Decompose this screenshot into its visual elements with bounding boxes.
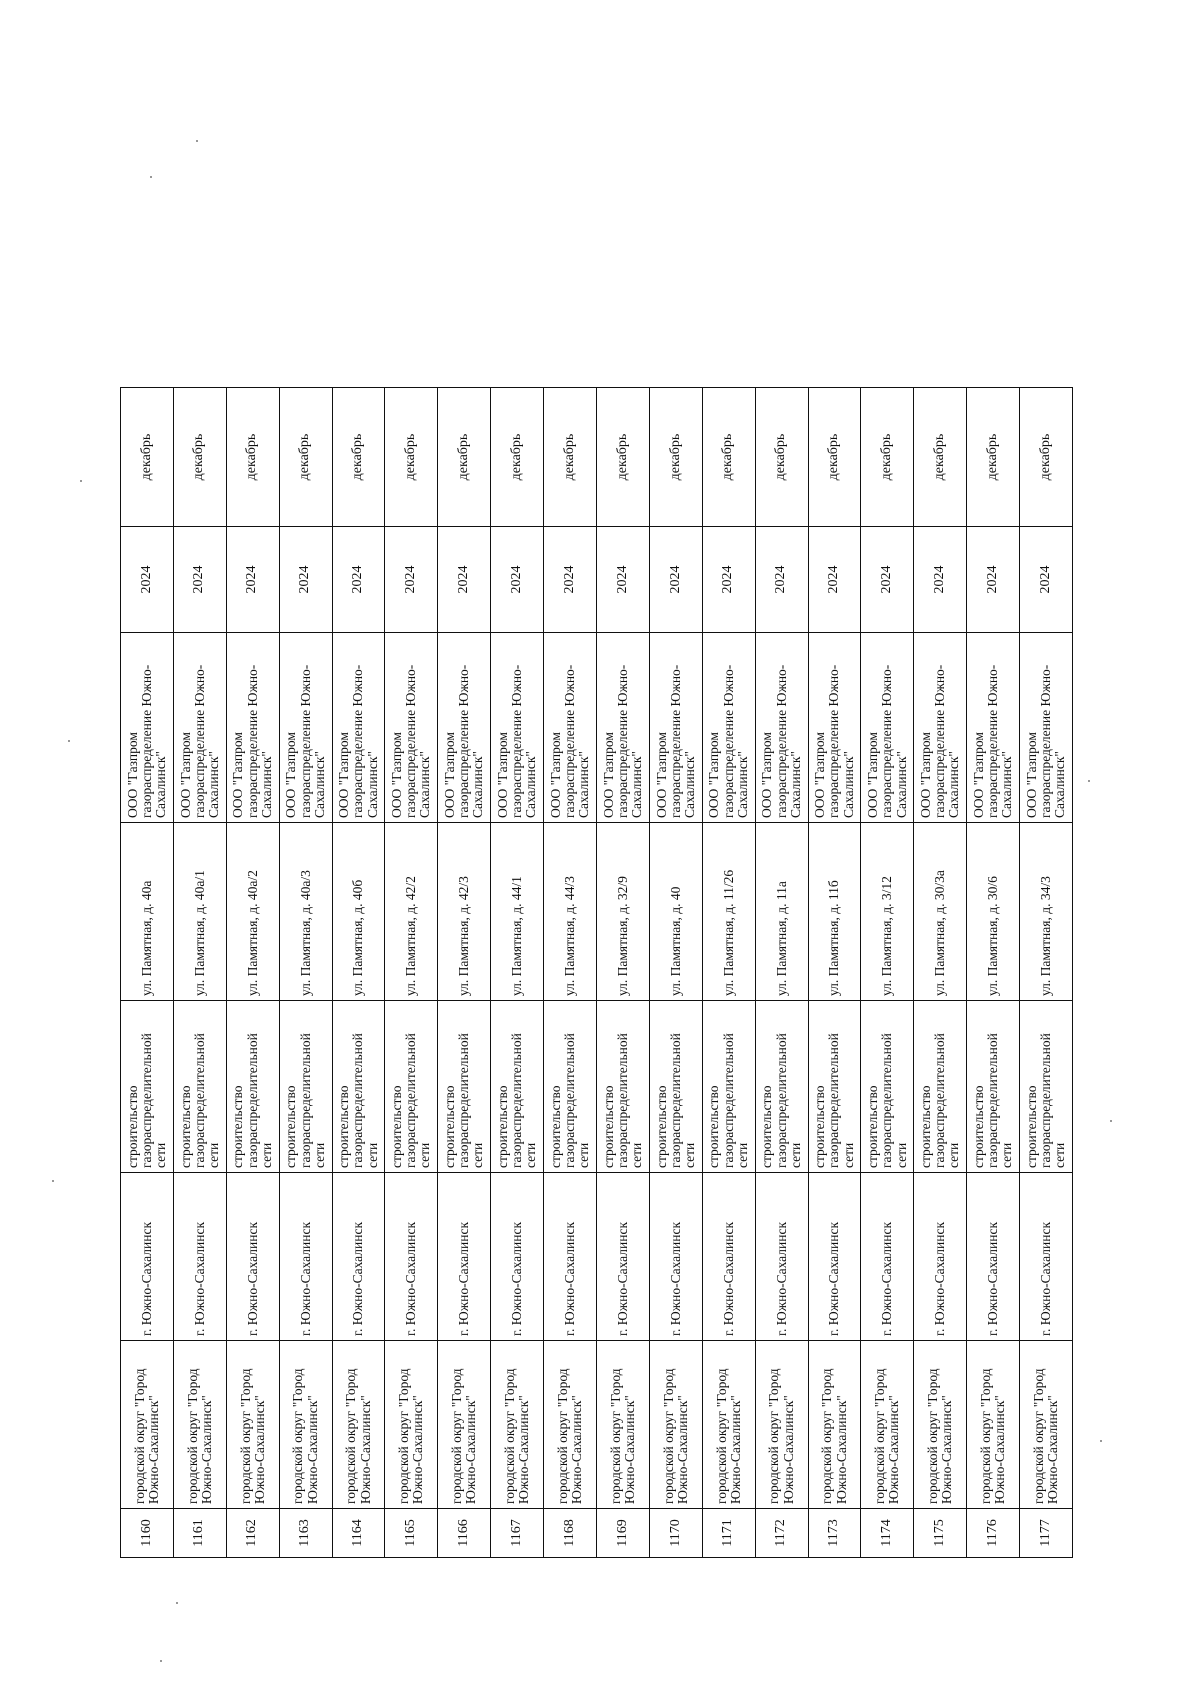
row-number: 1161: [173, 1509, 226, 1558]
municipality-cell: городской округ "Город Южно-Сахалинск": [544, 1341, 597, 1509]
locality-cell: г. Южно-Сахалинск: [332, 1173, 385, 1341]
month-cell: декабрь: [226, 388, 279, 527]
address-cell: ул. Памятная, д. 40: [649, 823, 702, 1001]
table-row: [279, 388, 332, 1558]
table-row: [597, 388, 650, 1558]
municipality-cell: городской округ "Город Южно-Сахалинск": [173, 1341, 226, 1509]
address-cell: ул. Памятная, д. 40а: [121, 823, 174, 1001]
company-cell: ООО "Газпром газораспределение Южно-Сахалинск": [544, 633, 597, 823]
month-cell: декабрь: [808, 388, 861, 527]
table-row: [967, 388, 1020, 1558]
table-row: [173, 388, 226, 1558]
address-cell: ул. Памятная, д. 42/2: [385, 823, 438, 1001]
work-type-cell: строительство газораспределительной сети: [914, 1001, 967, 1173]
table-row: [121, 388, 174, 1558]
locality-cell: г. Южно-Сахалинск: [597, 1173, 650, 1341]
month-cell: декабрь: [861, 388, 914, 527]
work-type-cell: строительство газораспределительной сети: [597, 1001, 650, 1173]
month-cell: декабрь: [438, 388, 491, 527]
scan-speck: [196, 140, 198, 142]
work-type-cell: строительство газораспределительной сети: [438, 1001, 491, 1173]
municipality-cell: городской округ "Город Южно-Сахалинск": [755, 1341, 808, 1509]
row-number: 1176: [967, 1509, 1020, 1558]
year-cell: 2024: [544, 527, 597, 633]
locality-cell: г. Южно-Сахалинск: [914, 1173, 967, 1341]
table-row: [914, 388, 967, 1558]
month-cell: декабрь: [1020, 388, 1073, 527]
locality-cell: г. Южно-Сахалинск: [438, 1173, 491, 1341]
work-type-cell: строительство газораспределительной сети: [808, 1001, 861, 1173]
year-cell: 2024: [491, 527, 544, 633]
row-number: 1162: [226, 1509, 279, 1558]
municipality-cell: городской округ "Город Южно-Сахалинск": [967, 1341, 1020, 1509]
scan-speck: [80, 480, 82, 482]
year-cell: 2024: [1020, 527, 1073, 633]
row-number: 1172: [755, 1509, 808, 1558]
locality-cell: г. Южно-Сахалинск: [702, 1173, 755, 1341]
address-cell: ул. Памятная, д. 11б: [808, 823, 861, 1001]
address-cell: ул. Памятная, д. 30/3а: [914, 823, 967, 1001]
locality-cell: г. Южно-Сахалинск: [808, 1173, 861, 1341]
table-row: [755, 388, 808, 1558]
company-cell: ООО "Газпром газораспределение Южно-Сахалинск": [1020, 633, 1073, 823]
year-cell: 2024: [861, 527, 914, 633]
row-number: 1169: [597, 1509, 650, 1558]
address-cell: ул. Памятная, д. 3/12: [861, 823, 914, 1001]
row-number: 1177: [1020, 1509, 1073, 1558]
scan-speck: [176, 1602, 178, 1604]
municipality-cell: городской округ "Город Южно-Сахалинск": [332, 1341, 385, 1509]
locality-cell: г. Южно-Сахалинск: [385, 1173, 438, 1341]
municipality-cell: городской округ "Город Южно-Сахалинск": [279, 1341, 332, 1509]
company-cell: ООО "Газпром газораспределение Южно-Сахалинск": [861, 633, 914, 823]
locality-cell: г. Южно-Сахалинск: [649, 1173, 702, 1341]
year-cell: 2024: [702, 527, 755, 633]
row-number: 1168: [544, 1509, 597, 1558]
month-cell: декабрь: [755, 388, 808, 527]
company-cell: ООО "Газпром газораспределение Южно-Сахалинск": [332, 633, 385, 823]
table-row: [544, 388, 597, 1558]
month-cell: декабрь: [914, 388, 967, 527]
address-cell: ул. Памятная, д. 34/3: [1020, 823, 1073, 1001]
work-type-cell: строительство газораспределительной сети: [755, 1001, 808, 1173]
municipality-cell: городской округ "Город Южно-Сахалинск": [808, 1341, 861, 1509]
year-cell: 2024: [649, 527, 702, 633]
month-cell: декабрь: [332, 388, 385, 527]
address-cell: ул. Памятная, д. 40б: [332, 823, 385, 1001]
row-number: 1175: [914, 1509, 967, 1558]
locality-cell: г. Южно-Сахалинск: [755, 1173, 808, 1341]
address-cell: ул. Памятная, д. 40а/2: [226, 823, 279, 1001]
year-cell: 2024: [279, 527, 332, 633]
row-number: 1166: [438, 1509, 491, 1558]
table-row: [808, 388, 861, 1558]
month-cell: декабрь: [702, 388, 755, 527]
scan-speck: [150, 176, 152, 178]
work-type-cell: строительство газораспределительной сети: [121, 1001, 174, 1173]
scan-speck: [1100, 1440, 1102, 1442]
scan-speck: [1088, 780, 1090, 782]
address-cell: ул. Памятная, д. 11а: [755, 823, 808, 1001]
gas-network-register-table: [120, 387, 1073, 1558]
address-cell: ул. Памятная, д. 44/3: [544, 823, 597, 1001]
address-cell: ул. Памятная, д. 30/6: [967, 823, 1020, 1001]
address-cell: ул. Памятная, д. 40а/3: [279, 823, 332, 1001]
row-number: 1170: [649, 1509, 702, 1558]
table-row: [438, 388, 491, 1558]
month-cell: декабрь: [173, 388, 226, 527]
work-type-cell: строительство газораспределительной сети: [702, 1001, 755, 1173]
address-cell: ул. Памятная, д. 42/3: [438, 823, 491, 1001]
year-cell: 2024: [226, 527, 279, 633]
address-cell: ул. Памятная, д. 11/26: [702, 823, 755, 1001]
year-cell: 2024: [121, 527, 174, 633]
work-type-cell: строительство газораспределительной сети: [385, 1001, 438, 1173]
table-row: [226, 388, 279, 1558]
company-cell: ООО "Газпром газораспределение Южно-Сахалинск": [755, 633, 808, 823]
rotated-table-wrapper: [120, 388, 1072, 1558]
municipality-cell: городской округ "Город Южно-Сахалинск": [861, 1341, 914, 1509]
row-number: 1160: [121, 1509, 174, 1558]
locality-cell: г. Южно-Сахалинск: [861, 1173, 914, 1341]
company-cell: ООО "Газпром газораспределение Южно-Сахалинск": [491, 633, 544, 823]
company-cell: ООО "Газпром газораспределение Южно-Сахалинск": [967, 633, 1020, 823]
address-cell: ул. Памятная, д. 32/9: [597, 823, 650, 1001]
year-cell: 2024: [967, 527, 1020, 633]
address-cell: ул. Памятная, д. 40а/1: [173, 823, 226, 1001]
row-number: 1163: [279, 1509, 332, 1558]
work-type-cell: строительство газораспределительной сети: [226, 1001, 279, 1173]
month-cell: декабрь: [279, 388, 332, 527]
year-cell: 2024: [332, 527, 385, 633]
locality-cell: г. Южно-Сахалинск: [544, 1173, 597, 1341]
scan-speck: [160, 1660, 162, 1662]
year-cell: 2024: [914, 527, 967, 633]
row-number: 1171: [702, 1509, 755, 1558]
work-type-cell: строительство газораспределительной сети: [279, 1001, 332, 1173]
month-cell: декабрь: [121, 388, 174, 527]
month-cell: декабрь: [597, 388, 650, 527]
address-cell: ул. Памятная, д. 44/1: [491, 823, 544, 1001]
company-cell: ООО "Газпром газораспределение Южно-Сахалинск": [121, 633, 174, 823]
scan-speck: [1110, 1120, 1112, 1122]
row-number: 1167: [491, 1509, 544, 1558]
work-type-cell: строительство газораспределительной сети: [544, 1001, 597, 1173]
month-cell: декабрь: [544, 388, 597, 527]
table-row: [491, 388, 544, 1558]
company-cell: ООО "Газпром газораспределение Южно-Сахалинск": [649, 633, 702, 823]
company-cell: ООО "Газпром газораспределение Южно-Сахалинск": [597, 633, 650, 823]
municipality-cell: городской округ "Город Южно-Сахалинск": [914, 1341, 967, 1509]
year-cell: 2024: [755, 527, 808, 633]
company-cell: ООО "Газпром газораспределение Южно-Сахалинск": [438, 633, 491, 823]
municipality-cell: городской округ "Город Южно-Сахалинск": [121, 1341, 174, 1509]
month-cell: декабрь: [967, 388, 1020, 527]
locality-cell: г. Южно-Сахалинск: [279, 1173, 332, 1341]
company-cell: ООО "Газпром газораспределение Южно-Сахалинск": [702, 633, 755, 823]
work-type-cell: строительство газораспределительной сети: [861, 1001, 914, 1173]
work-type-cell: строительство газораспределительной сети: [491, 1001, 544, 1173]
company-cell: ООО "Газпром газораспределение Южно-Сахалинск": [279, 633, 332, 823]
row-number: 1165: [385, 1509, 438, 1558]
work-type-cell: строительство газораспределительной сети: [967, 1001, 1020, 1173]
table-row: [861, 388, 914, 1558]
company-cell: ООО "Газпром газораспределение Южно-Сахалинск": [226, 633, 279, 823]
table-body: [121, 388, 1073, 1558]
table-row: [332, 388, 385, 1558]
year-cell: 2024: [385, 527, 438, 633]
locality-cell: г. Южно-Сахалинск: [491, 1173, 544, 1341]
municipality-cell: городской округ "Город Южно-Сахалинск": [385, 1341, 438, 1509]
month-cell: декабрь: [491, 388, 544, 527]
work-type-cell: строительство газораспределительной сети: [649, 1001, 702, 1173]
locality-cell: г. Южно-Сахалинск: [226, 1173, 279, 1341]
locality-cell: г. Южно-Сахалинск: [173, 1173, 226, 1341]
municipality-cell: городской округ "Город Южно-Сахалинск": [491, 1341, 544, 1509]
municipality-cell: городской округ "Город Южно-Сахалинск": [438, 1341, 491, 1509]
year-cell: 2024: [438, 527, 491, 633]
municipality-cell: городской округ "Город Южно-Сахалинск": [597, 1341, 650, 1509]
table-row: [649, 388, 702, 1558]
work-type-cell: строительство газораспределительной сети: [332, 1001, 385, 1173]
row-number: 1173: [808, 1509, 861, 1558]
year-cell: 2024: [808, 527, 861, 633]
row-number: 1174: [861, 1509, 914, 1558]
locality-cell: г. Южно-Сахалинск: [121, 1173, 174, 1341]
scan-speck: [68, 740, 70, 742]
municipality-cell: городской округ "Город Южно-Сахалинск": [649, 1341, 702, 1509]
month-cell: декабрь: [649, 388, 702, 527]
table-row: [1020, 388, 1073, 1558]
row-number: 1164: [332, 1509, 385, 1558]
scan-speck: [52, 1180, 54, 1182]
month-cell: декабрь: [385, 388, 438, 527]
municipality-cell: городской округ "Город Южно-Сахалинск": [702, 1341, 755, 1509]
year-cell: 2024: [173, 527, 226, 633]
municipality-cell: городской округ "Город Южно-Сахалинск": [226, 1341, 279, 1509]
work-type-cell: строительство газораспределительной сети: [1020, 1001, 1073, 1173]
table-row: [702, 388, 755, 1558]
table-row: [385, 388, 438, 1558]
company-cell: ООО "Газпром газораспределение Южно-Сахалинск": [173, 633, 226, 823]
municipality-cell: городской округ "Город Южно-Сахалинск": [1020, 1341, 1073, 1509]
company-cell: ООО "Газпром газораспределение Южно-Сахалинск": [808, 633, 861, 823]
locality-cell: г. Южно-Сахалинск: [1020, 1173, 1073, 1341]
company-cell: ООО "Газпром газораспределение Южно-Сахалинск": [914, 633, 967, 823]
year-cell: 2024: [597, 527, 650, 633]
work-type-cell: строительство газораспределительной сети: [173, 1001, 226, 1173]
company-cell: ООО "Газпром газораспределение Южно-Сахалинск": [385, 633, 438, 823]
locality-cell: г. Южно-Сахалинск: [967, 1173, 1020, 1341]
